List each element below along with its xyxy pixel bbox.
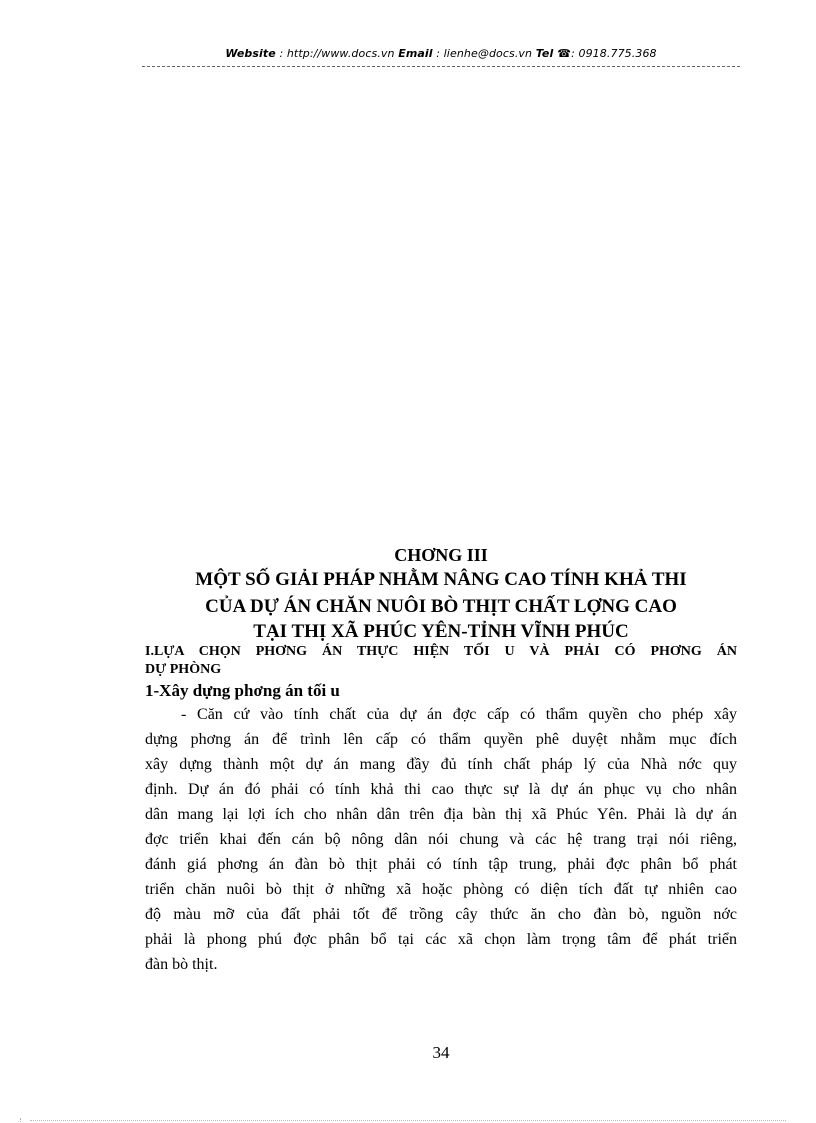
body-line: xây dựng thành một dự án mang đầy đủ tính chất pháp lý của Nhà nớc quy — [145, 756, 737, 773]
body-line: định. Dự án đó phải có tính khả thi cao thực sự là dự án phục vụ cho nhân — [145, 781, 737, 798]
page-number: 34 — [432, 1043, 450, 1062]
email-value: : lienhe@docs.vn — [432, 47, 536, 60]
subsection-heading: 1-Xây dựng phơng án tối u — [145, 681, 340, 700]
body-line: đàn bò thịt. — [145, 956, 218, 973]
email-label: Email — [398, 47, 433, 60]
chapter-title-line-2: CỦA DỰ ÁN CHĂN NUÔI BÒ THỊT CHẤT LỢNG CAO — [205, 596, 677, 617]
header-divider — [142, 66, 740, 67]
page-corner-mark — [20, 1118, 27, 1122]
section-heading: I.LỰA CHỌN PHƠNG ÁN THỰC HIỆN TỐI U VÀ PHẢI CÓ PHƠNG ÁN — [145, 644, 737, 659]
website-value: : http://www.docs.vn — [275, 47, 399, 60]
body-line: dựng phơng án để trình lên cấp có thẩm quyền phê duyệt nhằm mục đích — [145, 731, 737, 748]
telephone-icon: ☎ — [557, 47, 572, 60]
page-header — [142, 47, 740, 60]
website-label: Website — [225, 47, 276, 60]
body-line: phải là phong phú đợc phân bổ tại các xã chọn làm trọng tâm để phát triển — [145, 931, 737, 948]
section-heading-continued: DỰ PHÒNG — [145, 662, 222, 677]
body-line: triển chăn nuôi bò thịt ở những xã hoặc phòng có diện tích đất tự nhiên cao — [145, 881, 737, 898]
body-line: đánh giá phơng án đàn bò thịt phải có tính tập trung, phải đợc phân bổ phát — [145, 856, 737, 873]
body-line: dân mang lại lợi ích cho nhân dân trên địa bàn thị xã Phúc Yên. Phải là dự án — [145, 806, 737, 823]
page-bottom-border — [30, 1120, 786, 1121]
chapter-title-line-1: MỘT SỐ GIẢI PHÁP NHẰM NÂNG CAO TÍNH KHẢ THI — [195, 569, 687, 590]
body-line: đợc triển khai đến cán bộ nông dân nói chung và các hệ trang trại nói riêng, — [145, 831, 737, 848]
body-line: - Căn cứ vào tính chất của dự án đợc cấp có thẩm quyền cho phép xây — [181, 706, 737, 723]
chapter-title-line-3: TẠI THỊ XÃ PHÚC YÊN-TỈNH VĨNH PHÚC — [253, 621, 629, 642]
tel-value: : 0918.775.368 — [571, 47, 657, 60]
body-line: độ màu mỡ của đất phải tốt để trồng cây thức ăn cho đàn bò, nguồn nớc — [145, 906, 737, 923]
tel-label: Tel — [535, 47, 558, 60]
chapter-label: CHƠNG III — [394, 545, 488, 565]
